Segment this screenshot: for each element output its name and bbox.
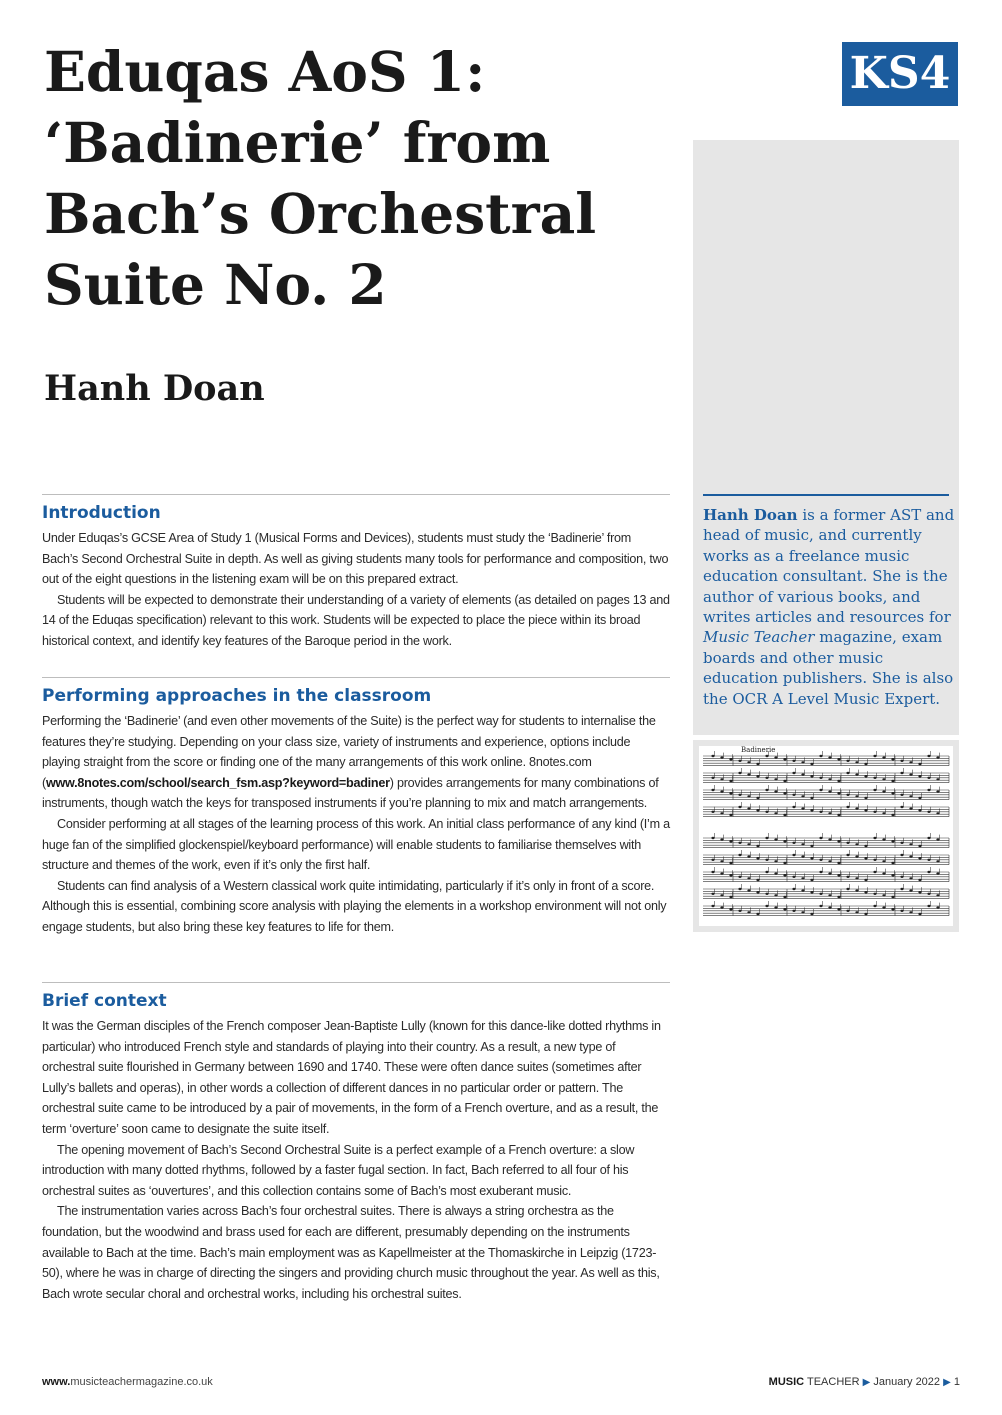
section-heading: Performing approaches in the classroom — [42, 686, 432, 706]
paragraph: It was the German disciples of the French composer Jean-Baptiste Lully (known for this dance-like dotted rhythms in particular) who introduced French style and standards of playing into their country. As a result, a new type of orchestral suite flourished in Germany between 1690 and 1740. These were often dance suites (sometimes after Lully’s ballets and operas), in other words a collection of different dances in no particular order or pattern. The orchestral suite came to be introduced by a pair of movements, in the form of a French overture, and as a result, the term ‘overture’ soon came to designate the suite itself. — [42, 1019, 661, 1136]
score-image-drawing — [693, 740, 959, 932]
section-divider — [42, 494, 670, 495]
footer-brand-light: TEACHER — [804, 1376, 860, 1388]
bio-name: Hanh Doan — [703, 506, 798, 524]
bio-text: is a former AST and head of music, and currently works as a freelance music education consultant. She is the author of various books, and writes articles and resources for — [703, 506, 955, 627]
footer-www: www. — [42, 1376, 71, 1388]
bio-divider — [703, 494, 949, 496]
section-context — [42, 982, 670, 1304]
section-divider — [42, 982, 670, 983]
bio-text: magazine, exam boards and other music education publishers. She is also the OCR A Level Music Expert. — [703, 628, 954, 708]
page-title — [44, 36, 664, 320]
title-line: ‘Badinerie’ from — [44, 110, 551, 175]
score-caption: Badinerie — [741, 746, 776, 754]
paragraph-text: ) provides arrangements for many combinations of instruments, though watch the keys for transposed instruments if you’re planning to mix and match arrangements. — [42, 775, 659, 811]
key-stage-badge: KS4 — [842, 42, 958, 106]
score-image — [693, 740, 959, 932]
footer-date: January 2022 — [873, 1376, 941, 1388]
page-number: 1 — [953, 1376, 960, 1388]
footer-brand-bold: MUSIC — [768, 1376, 805, 1388]
section-introduction — [42, 494, 670, 652]
paragraph — [42, 711, 670, 814]
paragraph-text: Performing the ‘Badinerie’ (and even other movements of the Suite) is the perfect way for students to internalise the features they’re studying. Depending on your class size, variety of instruments and experience, options include playing straight from the score or finding one of the many arrangements of this work online. 8notes.com ( — [42, 714, 656, 790]
author-name: Hanh Doan — [44, 368, 265, 409]
paragraph: Consider performing at all stages of the learning process of this work. An initial class performance of any kind (I’m a huge fan of the simplified glockenspiel/keyboard performance) will enable students to familiarise themselves with structure and themes of the work, even if it’s only the first half. — [42, 816, 670, 873]
paragraph: Students will be expected to demonstrate their understanding of a variety of elements (as detailed on pages 13 and 14 of the Eduqas specification) relevant to this work. Students will be expected to place the piece within its broad historical context, and identify key features of the Baroque period in the work. — [42, 592, 670, 648]
title-line: Eduqas AoS 1: — [44, 39, 486, 104]
paragraph: The instrumentation varies across Bach’s four orchestral suites. There is always a string orchestra as the foundation, but the woodwind and brass used for each are different, presumably depending on the instruments available to Bach at the time. Bach’s main employment was as Kapellmeister at the Thomaskirche in Leipzig (1723-50), where he was in charge of directing the singers and providing church music throughout the year. As well as this, Bach wrote secular choral and orchestral works, including his orchestral suites. — [42, 1204, 660, 1301]
paragraph: The opening movement of Bach’s Second Orchestral Suite is a perfect example of a French overture: a slow introduction with many dotted rhythms, followed by a faster fugal section. In fact, Bach referred to all four of his orchestral suites as ‘ouvertures’, and this collection contains some of Bach’s most exuberant music. — [42, 1142, 635, 1198]
footer-website[interactable] — [42, 1376, 213, 1388]
triangle-right-icon: ▶ — [943, 1377, 951, 1388]
footer-issue — [769, 1376, 960, 1388]
footer-site: musicteachermagazine.co.uk — [70, 1376, 213, 1388]
triangle-right-icon: ▶ — [862, 1377, 871, 1388]
arrangement-link[interactable]: www.8notes.com/school/search_fsm.asp?keyword=badiner — [45, 775, 390, 790]
section-performing — [42, 677, 670, 938]
section-heading: Introduction — [42, 503, 161, 523]
title-line: Suite No. 2 — [44, 252, 387, 317]
paragraph: Students can find analysis of a Western classical work quite intimidating, particularly if it’s only in front of a score. Although this is essential, combining score analysis with playing the elements in a workshop environment will not only engage students, but also bring these key features to life for them. — [42, 878, 667, 934]
title-line: Bach’s Orchestral — [44, 181, 597, 246]
paragraph: Under Eduqas’s GCSE Area of Study 1 (Musical Forms and Devices), students must study the ‘Badinerie’ from Bach’s Second Orchestral Suite in depth. As well as giving students many tools for performance and composition, two out of the eight questions in the listening exam will be on this prepared extract. — [42, 531, 669, 587]
author-bio — [703, 505, 955, 709]
section-heading: Brief context — [42, 991, 167, 1011]
section-divider — [42, 677, 670, 678]
bio-magazine: Music Teacher — [703, 628, 815, 647]
